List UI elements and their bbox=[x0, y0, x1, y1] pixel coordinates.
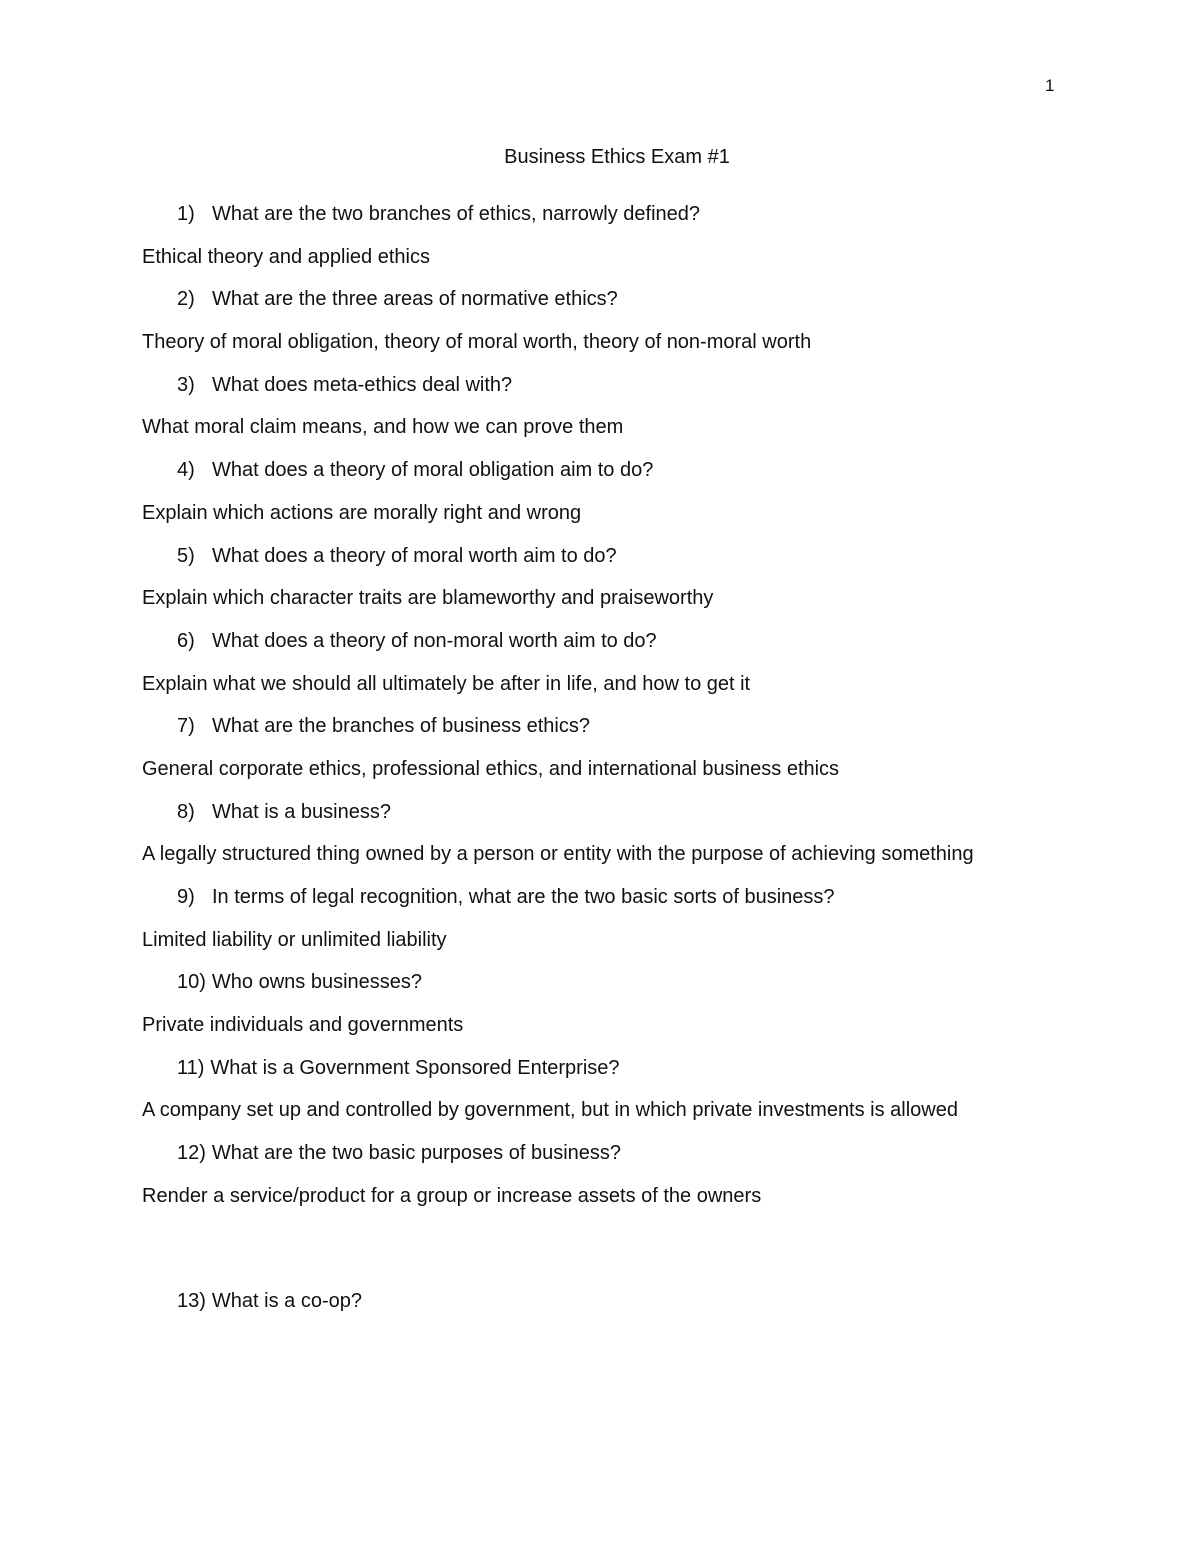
question-text: Who owns businesses? bbox=[211, 971, 423, 994]
question-number: 2) bbox=[177, 288, 195, 311]
question-number: 11) bbox=[177, 1056, 205, 1079]
question-12 bbox=[142, 1141, 1102, 1165]
question-13 bbox=[142, 1289, 1102, 1313]
question-5 bbox=[142, 544, 1102, 568]
question-text: What does meta-ethics deal with? bbox=[212, 373, 513, 396]
question-1 bbox=[142, 202, 1102, 226]
answer-5: Explain which character traits are blameworthy and praiseworthy bbox=[142, 587, 714, 610]
answer-9: Limited liability or unlimited liability bbox=[142, 928, 447, 951]
question-2 bbox=[142, 287, 1102, 311]
question-text: What is a co-op? bbox=[211, 1289, 362, 1312]
question-6 bbox=[142, 629, 1102, 653]
page-number: 1 bbox=[1045, 76, 1055, 95]
question-text: In terms of legal recognition, what are the two basic sorts of business? bbox=[212, 886, 835, 908]
question-answer-list bbox=[142, 202, 1102, 1331]
question-11 bbox=[142, 1056, 1102, 1080]
question-10 bbox=[142, 970, 1102, 994]
question-number: 3) bbox=[177, 373, 195, 396]
answer-10: Private individuals and governments bbox=[142, 1014, 464, 1037]
answer-12: Render a service/product for a group or increase assets of the owners bbox=[142, 1184, 762, 1207]
question-text: What does a theory of moral worth aim to do? bbox=[212, 544, 617, 567]
question-number: 1) bbox=[177, 203, 195, 225]
question-9 bbox=[142, 885, 1102, 909]
question-8 bbox=[142, 800, 1102, 824]
question-number: 12) bbox=[177, 1142, 206, 1165]
document-title: Business Ethics Exam #1 bbox=[504, 146, 730, 168]
question-number: 10) bbox=[177, 971, 206, 994]
answer-11: A company set up and controlled by government, but in which private investments is allowed bbox=[142, 1099, 958, 1122]
question-text: What is a Government Sponsored Enterprise? bbox=[210, 1056, 620, 1079]
question-4 bbox=[142, 458, 1102, 482]
answer-8: A legally structured thing owned by a person or entity with the purpose of achieving something bbox=[142, 843, 974, 866]
question-text: What is a business? bbox=[212, 800, 391, 823]
question-3 bbox=[142, 373, 1102, 397]
answer-4: Explain which actions are morally right and wrong bbox=[142, 501, 582, 524]
blank-space bbox=[142, 1227, 1102, 1289]
question-text: What are the branches of business ethics? bbox=[212, 715, 590, 738]
question-number: 13) bbox=[177, 1289, 206, 1312]
answer-7: General corporate ethics, professional ethics, and international business ethics bbox=[142, 757, 840, 780]
question-text: What does a theory of non-moral worth aim to do? bbox=[212, 629, 657, 652]
question-number: 8) bbox=[177, 800, 195, 823]
question-7 bbox=[142, 714, 1102, 738]
question-text: What does a theory of moral obligation aim to do? bbox=[212, 459, 654, 482]
question-number: 7) bbox=[177, 715, 195, 738]
question-text: What are the three areas of normative ethics? bbox=[212, 288, 618, 311]
answer-3: What moral claim means, and how we can prove them bbox=[142, 416, 624, 439]
question-number: 9) bbox=[177, 886, 195, 908]
question-number: 5) bbox=[177, 544, 195, 567]
question-text: What are the two branches of ethics, narrowly defined? bbox=[212, 203, 701, 225]
question-number: 4) bbox=[177, 459, 195, 482]
answer-2: Theory of moral obligation, theory of moral worth, theory of non-moral worth bbox=[142, 331, 812, 354]
question-text: What are the two basic purposes of business? bbox=[211, 1142, 622, 1165]
question-number: 6) bbox=[177, 629, 195, 652]
answer-1: Ethical theory and applied ethics bbox=[142, 245, 430, 268]
answer-6: Explain what we should all ultimately be after in life, and how to get it bbox=[142, 672, 751, 695]
